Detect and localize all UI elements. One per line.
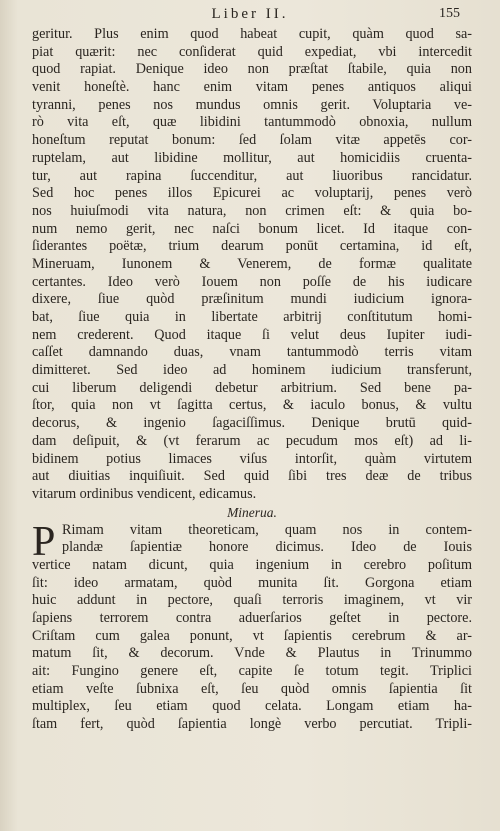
text-line: plandæ ſapientiæ honore dicimus. Ideo de Iouis [62,539,472,556]
text-line: Rimam vitam theoreticam, quam nos in contem- [62,521,472,538]
text-line: huic addunt in pectore, quaſi terroris imaginem, vt vir [32,592,472,609]
text-line: bat, ſiue quia in libertate arbitrij conſtitutum homi- [32,309,472,325]
text-line: aut diuitias inquiſiuit. Sed quid ſibi tres deæ de tribus [32,468,472,485]
paragraph-2 [32,518,472,734]
text-line: Mineruam, Iunonem & Venerem, de formæ qualitate [32,255,472,272]
text-line: tur, aut rapina ſuccenditur, aut liuoribus rancidatur. [32,167,472,184]
text-line: dixere, ſiue quòd præſinitum mundi iudicium ignora- [32,291,472,308]
section-heading: Minerua. [227,504,277,520]
text-line: piat quærit: nec conſiderat quid expediat, vbi intercedit [32,43,472,60]
text-line: dam deſipuit, & (vt ferarum ac pecudum mos eſt) ad li- [32,432,472,449]
text-line: cui liberum deligendi debetur arbitrium. Sed bene pa- [32,379,472,396]
text-line: caſſet damnando duas, vnam tantummodò terris vitam [32,344,472,361]
text-line: geritur. Plus enim quod habeat cupit, quàm quod sa- [32,26,472,42]
text-line: tyranni, penes nos mundus omnis gerit. Voluptaria ve- [32,96,472,113]
text-line: rò vita eſt, quæ libidini tantummodò obnoxia, nullum [32,114,472,131]
text-line: ſtor, quia non vt ſagitta certus, & iaculo bonus, & vultu [32,397,472,414]
text-line: bidinem potius limaces viſus intorſit, quàm virtutem [32,450,472,467]
text-line: num nemo gerit, nec naſci bonum licet. Id itaque con- [32,220,472,237]
text-line: etiam veſte ſubnixa eſt, ſeu quòd omnis ſapientia ſit [32,680,472,697]
running-head-title: Liber II. [211,6,289,22]
text-line: matum ſit, & decorum. Vnde & Plautus in Trinummo [32,645,472,662]
text-line: ſtam fert, quòd ſapientia longè verbo percutiat. Tripli- [32,716,472,733]
text-line: honeſtum reputat bonum: ſed ſolam vitæ appetēs cor- [32,132,472,149]
text-line: ſapiens terrorem contra aduerſarios geſtet in pectore. [32,610,472,626]
text-line: dimitteret. Sed ideo ad hominem iudicium transferunt, [32,362,472,379]
text-line: ait: Fungino genere eſt, capite ſe totum tegit. Triplici [32,663,472,680]
text-block [32,26,472,734]
drop-capital: P [32,518,56,565]
text-line: multiplex, ſeu etiam quod celata. Longam etiam ha- [32,698,472,715]
text-line: venit honeſtè. hanc enim vitam penes antiquos aliqui [32,79,472,96]
text-line: certantes. Ideo verò Iouem non poſſe de his iudicare [32,273,472,290]
text-line: nem crederent. Quod itaque ſi velut deus Iupiter iudi- [32,326,472,343]
text-line: ruptelam, aut libidine mollitur, aut homicidiis cruenta- [32,149,472,166]
page-number: 155 [439,6,460,21]
text-line: quod rapiat. Denique ideo non præſtat ſtabile, quia non [32,61,472,78]
text-line: ſiderantes poëtæ, trium dearum ponūt certamina, id eſt, [32,238,472,255]
text-line: nos huiuſmodi vita natura, non crimen eſt: & quia bo- [32,202,472,219]
text-line: Sed hoc penes illos Epicurei ac voluptarij, penes verò [32,185,472,202]
text-line: vertice natam dicunt, quia ingenium in cerebro poſitum [32,556,472,573]
text-line: ſit: ideo armatam, quòd munita ſit. Gorgona etiam [32,574,472,591]
paragraph-1 [32,26,472,504]
text-line: vitarum ordinibus vendicent, edicamus. [32,485,257,502]
text-line: decorus, & ingenio ſagaciſſimus. Denique brutū quid- [32,415,472,432]
running-head [0,4,500,26]
text-line: Criſtam cum galea ponunt, vt ſapientis cerebrum & ar- [32,627,472,644]
